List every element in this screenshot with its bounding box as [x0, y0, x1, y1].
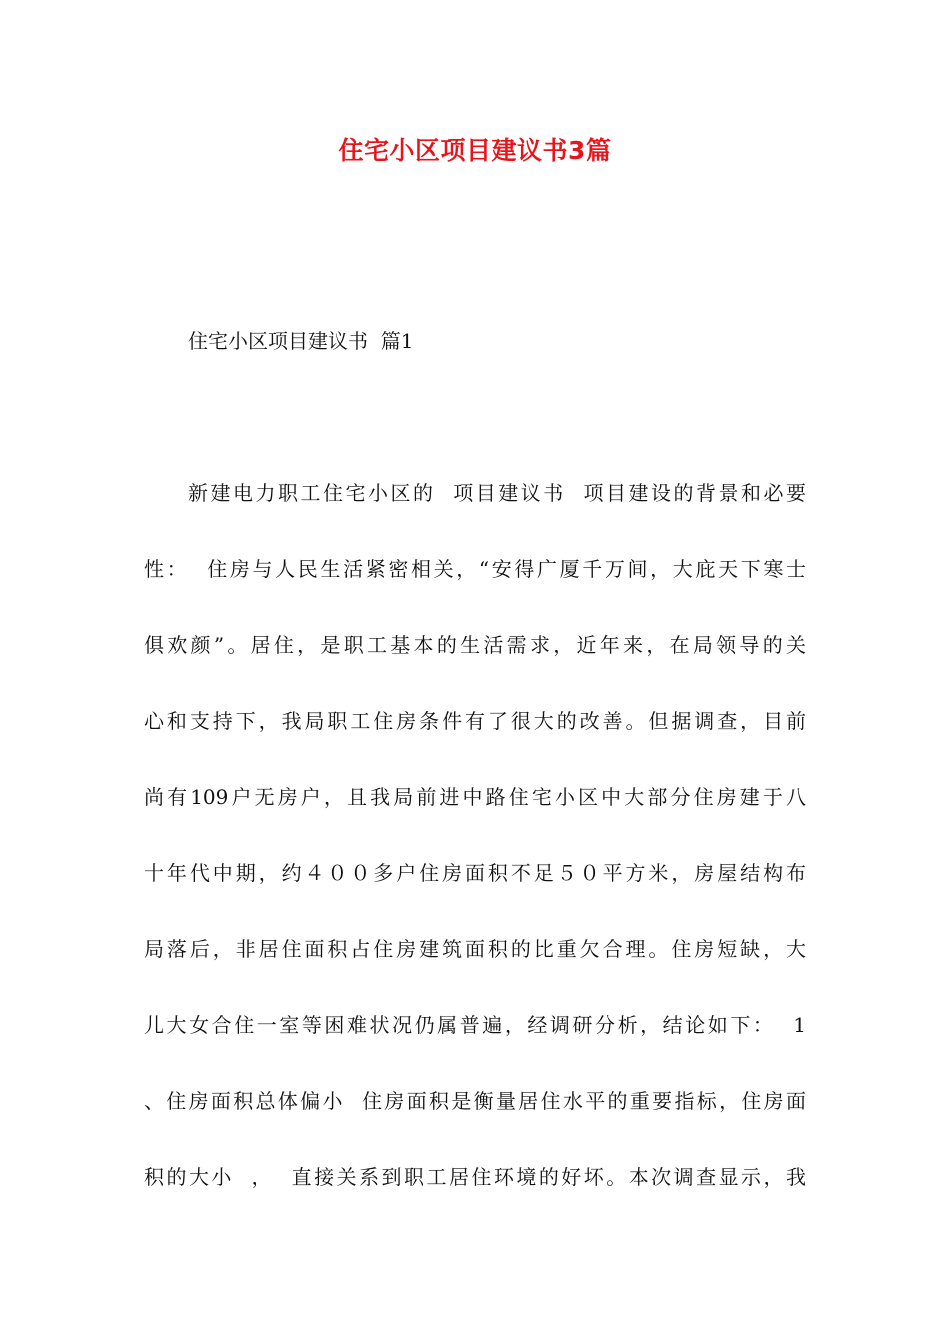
paragraph-line: 十年代中期，约４００多户住房面积不足５０平方米，房屋结构布: [144, 861, 806, 885]
paragraph-line: 俱欢颜”。居住，是职工基本的生活需求，近年来，在局领导的关: [144, 633, 806, 657]
document-title: 住宅小区项目建议书3篇: [338, 136, 612, 165]
section-heading: 住宅小区项目建议书 篇1: [188, 329, 414, 353]
paragraph-line: 性： 住房与人民生活紧密相关，“安得广厦千万间，大庇天下寒士: [144, 557, 806, 581]
paragraph-line: 局落后，非居住面积占住房建筑面积的比重欠合理。住房短缺，大: [144, 937, 806, 961]
body-paragraph: [144, 473, 806, 1233]
paragraph-line: 尚有109户无房户，且我局前进中路住宅小区中大部分住房建于八: [144, 785, 806, 809]
paragraph-line: 儿大女合住一室等困难状况仍属普遍，经调研分析，结论如下： 1: [144, 1013, 806, 1037]
paragraph-line: 新建电力职工住宅小区的 项目建议书 项目建设的背景和必要: [188, 481, 806, 505]
paragraph-line: 积的大小 ， 直接关系到职工居住环境的好坏。本次调查显示，我: [144, 1165, 806, 1189]
paragraph-line: 心和支持下，我局职工住房条件有了很大的改善。但据调查，目前: [144, 709, 806, 733]
paragraph-line: 、住房面积总体偏小 住房面积是衡量居住水平的重要指标，住房面: [144, 1089, 806, 1113]
